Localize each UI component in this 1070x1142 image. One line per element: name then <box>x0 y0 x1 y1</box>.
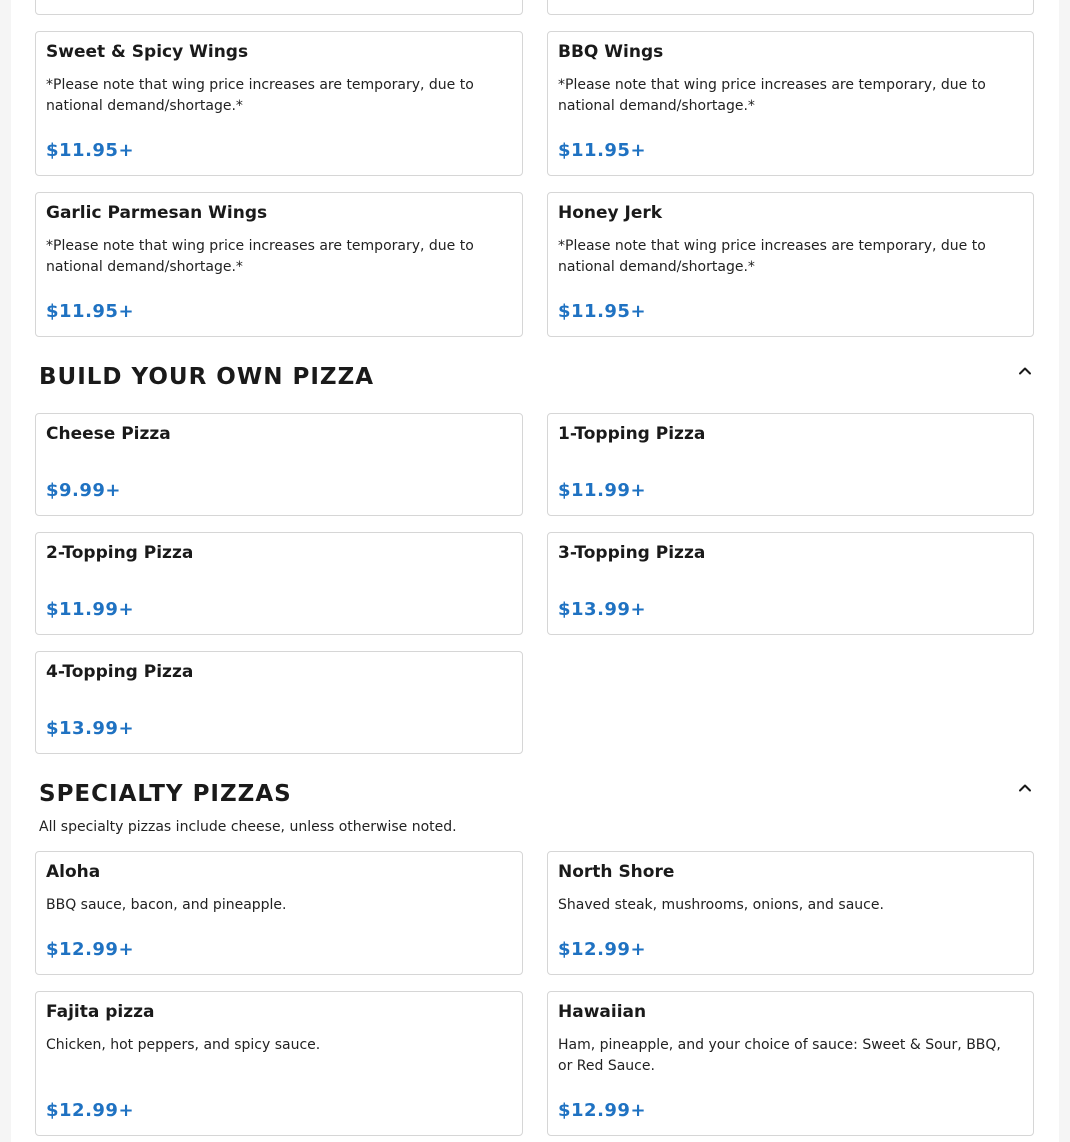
menu-item-price: $12.99+ <box>46 1100 135 1121</box>
menu-item-name: 4-Topping Pizza <box>46 662 194 682</box>
chevron-up-icon[interactable] <box>1017 780 1033 796</box>
menu-item-description: *Please note that wing price increases are temporary, due to national demand/shortage.* <box>46 77 474 114</box>
menu-item-card[interactable] <box>547 192 1034 337</box>
menu-item-description: Shaved steak, mushrooms, onions, and sauce. <box>558 897 884 913</box>
menu-item-price: $12.99+ <box>558 939 647 960</box>
menu-item-name: Aloha <box>46 862 101 882</box>
menu-item-card[interactable] <box>547 991 1034 1136</box>
menu-item-card[interactable] <box>35 532 523 635</box>
menu-item-price: $11.99+ <box>558 480 647 501</box>
menu-item-card[interactable] <box>35 851 523 975</box>
menu-item-description: BBQ sauce, bacon, and pineapple. <box>46 897 287 913</box>
menu-item-price: $11.99+ <box>46 599 135 620</box>
menu-item-card-partial[interactable] <box>35 0 523 15</box>
menu-item-card[interactable] <box>547 532 1034 635</box>
menu-item-name: BBQ Wings <box>558 42 664 62</box>
menu-item-card[interactable] <box>547 851 1034 975</box>
menu-item-price: $13.99+ <box>558 599 647 620</box>
menu-item-name: Garlic Parmesan Wings <box>46 203 268 223</box>
menu-item-card[interactable] <box>35 31 523 176</box>
menu-item-description: *Please note that wing price increases are temporary, due to national demand/shortage.* <box>558 238 986 275</box>
menu-item-description: *Please note that wing price increases are temporary, due to national demand/shortage.* <box>558 77 986 114</box>
menu-item-description: *Please note that wing price increases are temporary, due to national demand/shortage.* <box>46 238 474 275</box>
menu-item-name: Honey Jerk <box>558 203 663 223</box>
menu-item-price: $11.95+ <box>46 140 135 161</box>
menu-item-price: $9.99+ <box>46 480 122 501</box>
menu-item-name: 2-Topping Pizza <box>46 543 194 563</box>
menu-item-price: $12.99+ <box>46 939 135 960</box>
menu-item-price: $11.95+ <box>46 301 135 322</box>
menu-page <box>11 0 1059 1142</box>
menu-item-name: 1-Topping Pizza <box>558 424 706 444</box>
menu-item-name: Sweet & Spicy Wings <box>46 42 249 62</box>
menu-item-card[interactable] <box>35 651 523 754</box>
menu-item-name: North Shore <box>558 862 675 882</box>
menu-item-name: Fajita pizza <box>46 1002 155 1022</box>
section-title-specialty: SPECIALTY PIZZAS <box>39 781 292 807</box>
menu-item-price: $13.99+ <box>46 718 135 739</box>
menu-item-name: 3-Topping Pizza <box>558 543 706 563</box>
menu-item-card[interactable] <box>35 192 523 337</box>
menu-item-card[interactable] <box>35 991 523 1136</box>
section-note: All specialty pizzas include cheese, unless otherwise noted. <box>39 819 457 835</box>
menu-item-description: Chicken, hot peppers, and spicy sauce. <box>46 1037 321 1053</box>
menu-item-name: Hawaiian <box>558 1002 647 1022</box>
menu-item-card-partial[interactable] <box>547 0 1034 15</box>
section-title-build-your-own: BUILD YOUR OWN PIZZA <box>39 364 375 390</box>
chevron-up-icon[interactable] <box>1017 363 1033 379</box>
menu-item-card[interactable] <box>35 413 523 516</box>
menu-item-price: $11.95+ <box>558 301 647 322</box>
menu-item-card[interactable] <box>547 31 1034 176</box>
menu-item-description: Ham, pineapple, and your choice of sauce: Sweet & Sour, BBQ, or Red Sauce. <box>558 1037 1001 1074</box>
menu-item-price: $11.95+ <box>558 140 647 161</box>
menu-item-card[interactable] <box>547 413 1034 516</box>
menu-item-price: $12.99+ <box>558 1100 647 1121</box>
menu-item-name: Cheese Pizza <box>46 424 171 444</box>
